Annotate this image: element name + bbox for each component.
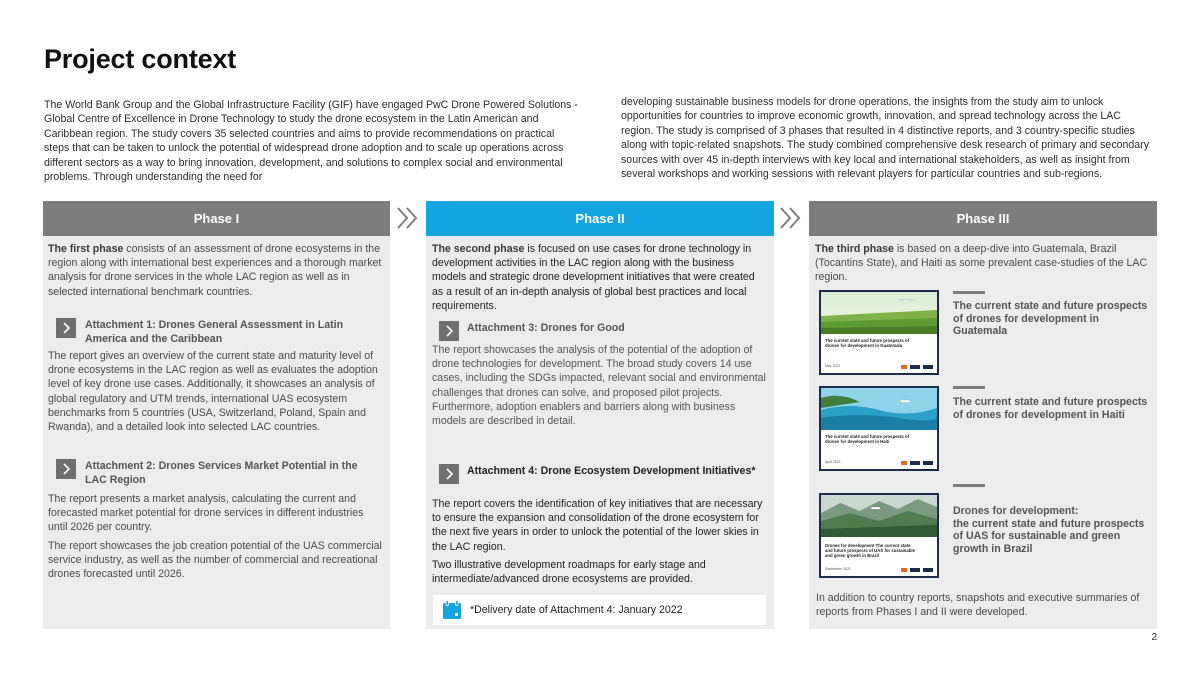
phase-1-intro-bold: The first phase [48,243,124,255]
report-cover-date: April 2021 [825,460,841,464]
report-cover-haiti[interactable] [819,386,939,471]
phase-1-intro [48,242,383,299]
double-chevron-icon [777,203,807,233]
report-title-guatemala: The current state and future prospects of drones for development in Guatemala [953,300,1148,338]
report-cover-date: May 2021 [825,364,841,368]
report-cover-date: September 2021 [825,567,851,571]
report-cover-logos [901,568,933,572]
page-number: 2 [1151,632,1157,643]
attachment-3-text: The report showcases the analysis of the potential of the adoption of drone technologies for development. The broad study covers 14 use cases, including the SDGs impacted, relevant social and environmental challenges that drones can solve, and proposed pilot projects. Furthermore, adoption enablers and barriers along with business models are described in detail. [432,344,766,428]
page-title: Project context [44,44,237,74]
report-divider [953,291,985,294]
report-cover-logos [901,461,933,465]
phase-2-header: Phase II [426,201,774,236]
phase-3-footer-note: In addition to country reports, snapshots and executive summaries of reports from Phases I and II were developed. [816,592,1140,619]
attachment-2-text-1: The report presents a market analysis, calculating the current and forecasted market potential for drone services in different industries until 2026 per country. [48,493,364,534]
phase-2-intro-bold: The second phase [432,243,525,255]
report-cover-guatemala[interactable] [819,290,939,375]
delivery-note-text: *Delivery date of Attachment 4: January 2022 [470,604,683,616]
attachment-1[interactable] [56,318,381,346]
chevron-right-icon [439,464,459,484]
chevron-right-icon [56,318,76,338]
phase-1-intro-rest: consists of an assessment of drone ecosystems in the region along with international best experiences and a thorough market analysis for drone services in the whole LAC region as well as in selected international benchmark countries. [48,243,382,298]
attachment-1-title: Attachment 1: Drones General Assessment in Latin America and the Caribbean [85,319,344,346]
report-divider [953,386,985,389]
intro-text-left: The World Bank Group and the Global Infrastructure Facility (GIF) have engaged PwC Drone Powered Solutions - Global Centre of Excellence in Drone Technology to study the drone ecosystem in the Latin American and Caribbean region. The study covers 35 selected countries and aims to provide recommendations on practical steps that can be taken to unlock the potential of widespread drone adoption and to scale up operations across different sectors as a way to bring innovation, development, and solutions to complex social and environmental problems. Through understanding the need for [44,99,578,184]
phase-1-header: Phase I [43,201,390,236]
report-title-haiti: The current state and future prospects of drones for development in Haiti [953,396,1148,421]
delivery-note [433,595,766,625]
attachment-4-text-1: The report covers the identification of key initiatives that are necessary to ensure the expansion and consolidation of the drone ecosystem for the next five years in order to unlock the potential of the lower skies in the LAC region. [432,498,763,553]
phase-2-intro [432,242,768,313]
attachment-3[interactable] [439,321,764,341]
calendar-icon [442,600,462,620]
phase-2-intro-rest: is focused on use cases for drone technology in development activities in the LAC region along with the business models and strategic drone development initiatives that were created as a result of an in-depth analysis of global best practices and local requirements. [432,243,755,312]
attachment-3-title: Attachment 3: Drones for Good [467,322,625,334]
cover-image-landscape [821,292,937,334]
phase-2-panel [426,201,774,629]
cover-image-coast [821,388,937,430]
attachment-4-text-2: Two illustrative development roadmaps for early stage and intermediate/advanced drone ecosystems are provided. [432,559,706,586]
report-cover-title: Drones for development The current state and future prospects of UAS for sustainable and green growth in Brazil [825,543,916,558]
attachment-2[interactable] [56,459,381,487]
intro-text-right: developing sustainable business models for drone operations, the insights from the study aim to unlock opportunities for countries to improve economic growth, innovation, and spread technology across the LAC region. The study is comprised of 3 phases that resulted in 4 distinctive reports, and 3 country-specific studies along with topic-related snapshots. The study combined comprehensive desk research of primary and secondary sources with over 45 in-depth interviews with key local and international stakeholders, as well as insight from several workshops and working sessions with relevant players for particular countries and sub-regions. [621,96,1150,181]
attachment-4[interactable] [439,464,764,484]
report-cover-logos [901,365,933,369]
attachment-2-text-2: The report showcases the job creation potential of the UAS commercial service industry, as well as the number of commercial and recreational drones forecasted until 2026. [48,540,382,581]
chevron-right-icon [56,459,76,479]
phase-1-panel [43,201,390,629]
phase-3-header: Phase III [809,201,1157,236]
phase-3-intro [815,242,1151,285]
report-cover-brazil[interactable] [819,493,939,578]
attachment-2-title: Attachment 2: Drones Services Market Potential in the LAC Region [85,460,358,487]
report-title-brazil: Drones for development: the current state and future prospects of UAS for sustainable and green growth in Brazil [953,505,1145,555]
double-chevron-icon [394,203,424,233]
report-cover-title: The current state and future prospects of drones for development in Guatemala [825,338,910,348]
cover-image-forest [821,495,937,537]
attachment-4-title: Attachment 4: Drone Ecosystem Development Initiatives* [467,465,756,477]
phase-3-panel [809,201,1157,629]
chevron-right-icon [439,321,459,341]
phase-3-intro-bold: The third phase [815,243,894,255]
attachment-1-text: The report gives an overview of the current state and maturity level of drone ecosystems in the LAC region as well as evaluates the adoption level of key drone use cases. Additionally, it showcases an analysis of global regulatory and UTM trends, international UAS ecosystem benchmarks from 5 countries (USA, Switzerland, Poland, Spain and Rwanda), and a detailed look into selected LAC countries. [48,350,378,434]
report-cover-title: The current state and future prospects of drones for development in Haiti [825,434,910,444]
phase-3-intro-rest: is based on a deep-dive into Guatemala, Brazil (Tocantins State), and Haiti as some prevalent case-studies of the LAC region. [815,243,1148,284]
report-divider [953,484,985,487]
